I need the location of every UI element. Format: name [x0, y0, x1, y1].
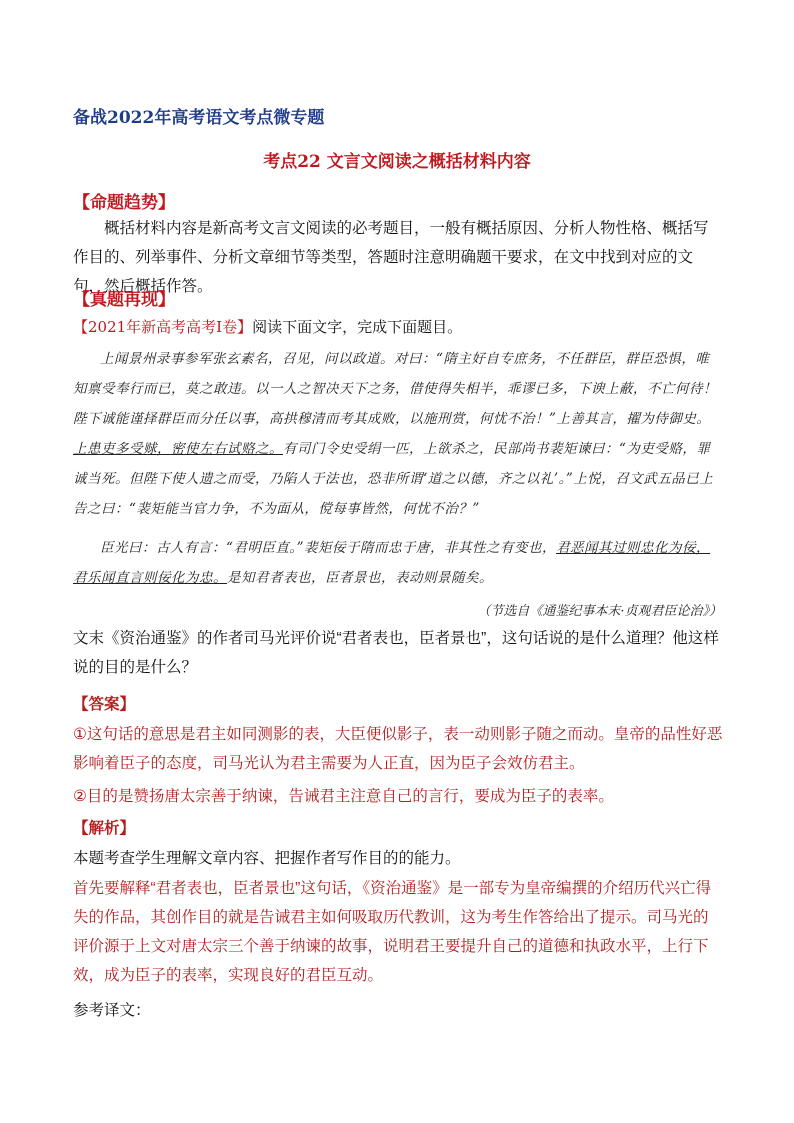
passage-paragraph-2 [73, 533, 723, 593]
passage-paragraph-1 [73, 344, 723, 524]
answer-item-2: ②目的是赞扬唐太宗善于纳谏，告诫君主注意自己的言行，要成为臣子的表率。 [73, 788, 614, 805]
main-title: 考点22 文言文阅读之概括材料内容 [263, 152, 531, 172]
trend-text: 概括材料内容是新高考文言文阅读的必考题目，一般有概括原因、分析人物性格、概括写作目的、列举事件、分析文章细节等类型，答题时注意明确题干要求，在文中找到对应的文句，然后概括作答。 [73, 220, 709, 295]
question-text: 文末《资治通鉴》的作者司马光评价说“君者表也，臣者景也”，这句话说的是什么道理？他这样说的目的是什么？ [73, 630, 719, 676]
exam-tag: 【2021年新高考高考Ⅰ卷】 [73, 318, 253, 336]
answer-item-1: ①这句话的意思是君主如同测影的表，大臣便似影子，表一动则影子随之而动。皇帝的品性好恶影响着臣子的态度，司马光认为君主需要为人正直，因为臣子会效仿君主。 [73, 726, 723, 772]
passage-source: （节选自《通鉴纪事本末·贞观君臣论治》） [477, 604, 722, 619]
exam-intro [73, 316, 462, 337]
real-exam-heading: 【真题再现】 [73, 290, 175, 310]
passage-p1-b: 有司门令史受绢一匹，上欲杀之，民部尚书裴矩谏曰：“为吏受赂，罪诚当死。但陛下使人遗之而受，乃陷人于法也，恐非所谓‘道之以德，齐之以礼’。”上悦，召文武五品已上告之曰：“裴矩能当官力争，不为面从，傥每事皆然，何忧不治？” [73, 441, 714, 517]
trend-heading: 【命题趋势】 [73, 193, 175, 213]
passage-p2-b: 是知君者表也，臣者景也，表动则景随矣。 [227, 570, 493, 586]
passage-p2-a: 臣光曰：古人有言：“君明臣直。”裴矩佞于隋而忠于唐，非其性之有变也， [100, 540, 557, 556]
translation-label: 参考译文： [73, 1002, 151, 1019]
exam-instruction: 阅读下面文字，完成下面题目。 [252, 319, 463, 336]
passage-p1-underlined: 上患吏多受赇，密使左右试赂之。 [73, 441, 283, 457]
passage-p2-underlined: 君恶闻其过则忠化为佞，君乐闻直言则佞化为忠。 [73, 540, 711, 586]
passage-p1-a: 上闻景州录事参军张玄素名，召见，问以政道。对曰：“隋主好自专庶务，不任群臣，群臣恐惧，唯知禀受奉行而已，莫之敢违。以一人之智决天下之务，借使得失相半，乖谬已多，下谀上蔽，不亡何待！陛下诚能谨择群臣而分任以事，高拱穆清而考其成败，以施刑赏，何忧不治！”上善其言，擢为侍御史。 [73, 351, 717, 427]
analysis-line-1: 本题考查学生理解文章内容、把握作者写作目的的能力。 [73, 850, 461, 867]
analysis-heading: 【解析】 [73, 818, 136, 837]
analysis-paragraph: 首先要解释“君者表也，臣者景也”这句话，《资治通鉴》是一部专为皇帝编撰的介绍历代兴亡得失的作品，其创作目的就是告诫君主如何吸取历代教训，这为考生作答给出了提示。司马光的评价源于上文对唐太宗三个善于纳谏的故事，说明君王要提升自己的道德和执政水平，上行下效，成为臣子的表率，实现良好的君臣互动。 [73, 880, 712, 984]
answer-heading: 【答案】 [73, 694, 136, 713]
series-title: 备战2022年高考语文考点微专题 [73, 108, 325, 128]
